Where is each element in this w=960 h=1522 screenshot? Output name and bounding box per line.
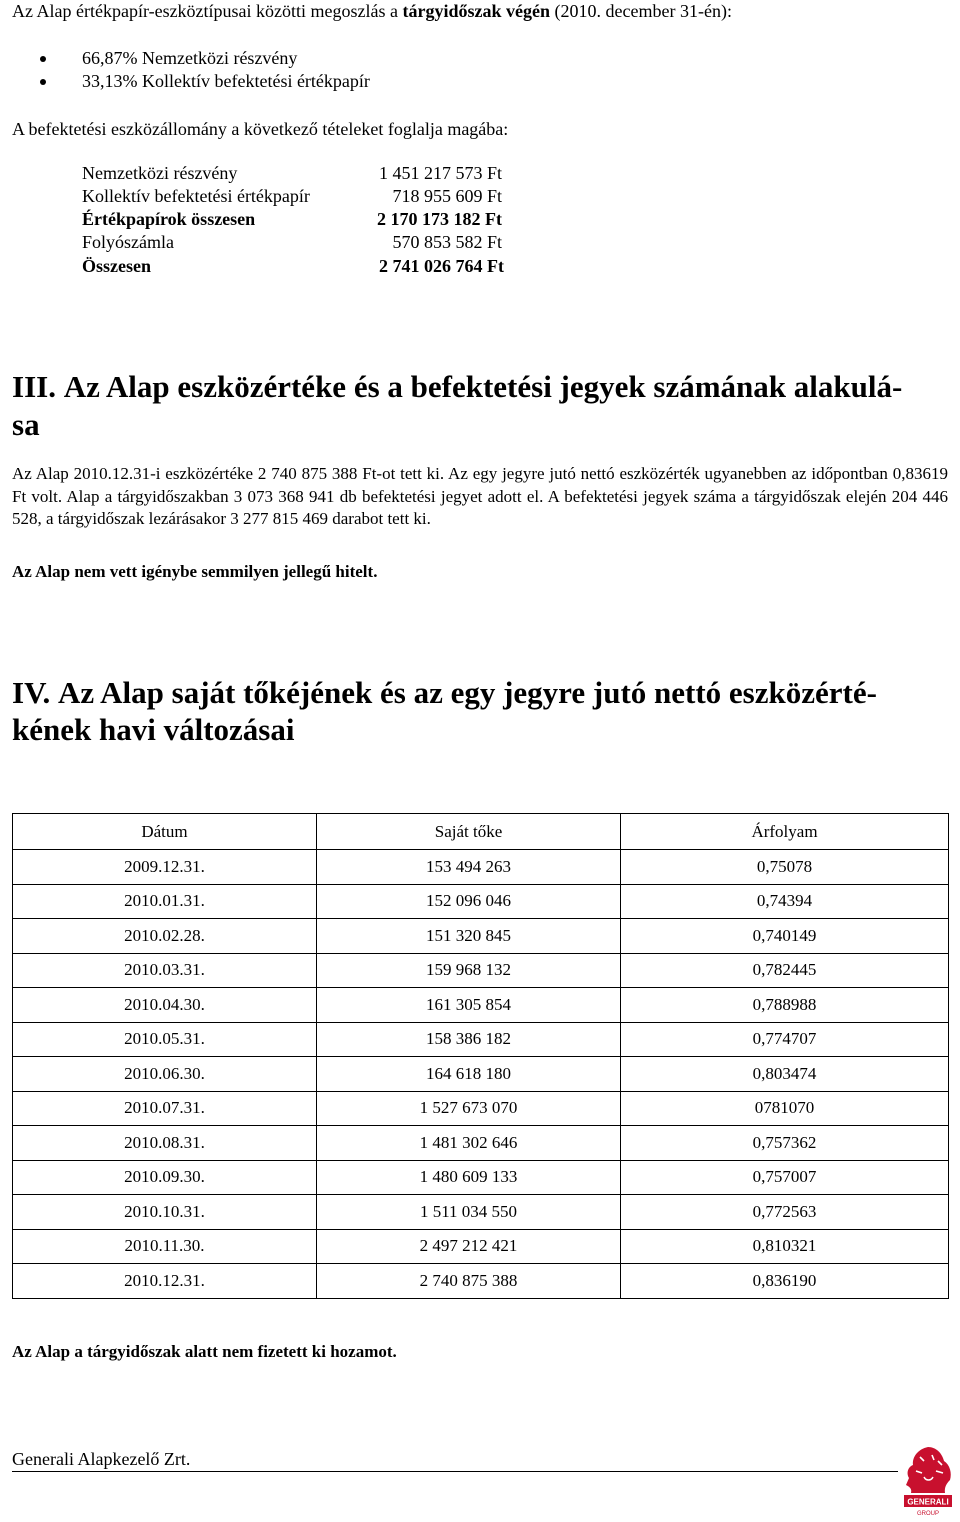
holding-label: Értékpapírok összesen [82,209,256,229]
cell-price: 0,740149 [621,919,949,954]
cell-price: 0,772563 [621,1195,949,1230]
logo-subtext: GROUP [916,1511,940,1517]
table-row [13,1160,949,1195]
holding-amount: 1 451 217 573 Ft [378,163,502,183]
table-row [13,850,949,885]
section-4-title-text-cont: kének havi változásai [12,712,295,747]
signature-line [12,1471,898,1472]
cell-equity: 2 740 875 388 [317,1264,621,1299]
generali-lion-logo-icon [898,1443,958,1517]
distribution-heading [12,0,732,22]
header-equity: Saját tőke [317,814,621,850]
table-row [13,1022,949,1057]
cell-date: 2010.10.31. [13,1195,317,1230]
header-price: Árfolyam [621,814,949,850]
section-3-title-line1 [12,368,902,406]
table-row [13,1264,949,1299]
cell-equity: 159 968 132 [317,953,621,988]
section-4-title-line1 [12,674,877,712]
holding-amount: 2 741 026 764 Ft [379,256,504,276]
cell-equity: 152 096 046 [317,884,621,919]
table-row [13,953,949,988]
cell-equity: 153 494 263 [317,850,621,885]
section-4-title-text: Az Alap saját tőkéjének és az egy jegyre jutó nettó eszközérté- [57,675,877,710]
section-3-title-text: Az Alap eszközértéke és a befektetési jegyek számának alakulá- [63,369,903,404]
section-3-title-text-cont: sa [12,407,40,442]
cell-date: 2010.11.30. [13,1229,317,1264]
cell-equity: 151 320 845 [317,919,621,954]
signature: Generali Alapkezelő Zrt. [12,1449,191,1469]
table-row [13,1057,949,1092]
table-row [13,988,949,1023]
holding-label: Folyószámla [82,232,174,252]
nav-table [12,813,949,1299]
cell-price: 0,782445 [621,953,949,988]
yield-note: Az Alap a tárgyidőszak alatt nem fizetett ki hozamot. [12,1342,397,1361]
holding-label: Nemzetközi részvény [82,163,238,183]
table-row [13,919,949,954]
table-row [13,884,949,919]
section-3-paragraph: Az Alap 2010.12.31-i eszközértéke 2 740 875 388 Ft-ot tett ki. Az egy jegyre jutó nettó eszközérték ugyanebben az időpontban 0,83619 Ft volt. Alap a tárgyidőszakban 3 073 368 941 db befektetési jegyet adott el. A befektetési jegyek száma a tárgyidőszak elején 204 446 528, a tárgyidőszak lezárásakor 3 277 815 469 darabot tett ki. [12,464,948,528]
cell-equity: 1 511 034 550 [317,1195,621,1230]
cell-price: 0,75078 [621,850,949,885]
section-3-number: III. [12,369,56,404]
holding-amount: 2 170 173 182 Ft [377,209,502,229]
bullet-item: 66,87% Nemzetközi részvény [82,48,298,68]
cell-price: 0,836190 [621,1264,949,1299]
cell-equity: 164 618 180 [317,1057,621,1092]
cell-equity: 1 480 609 133 [317,1160,621,1195]
table-row [13,1126,949,1161]
logo-text: GENERALI [907,1497,949,1507]
section-3-title-line2 [12,406,40,444]
cell-date: 2010.02.28. [13,919,317,954]
cell-equity: 161 305 854 [317,988,621,1023]
cell-price: 0,810321 [621,1229,949,1264]
holding-label: Összesen [82,256,151,276]
cell-date: 2010.01.31. [13,884,317,919]
bullet-item: 33,13% Kollektív befektetési értékpapír [82,71,370,91]
cell-equity: 1 527 673 070 [317,1091,621,1126]
section-4-title-line2 [12,711,294,749]
table-row [13,1229,949,1264]
cell-equity: 1 481 302 646 [317,1126,621,1161]
cell-date: 2010.05.31. [13,1022,317,1057]
cell-price: 0,774707 [621,1022,949,1057]
cell-equity: 2 497 212 421 [317,1229,621,1264]
distribution-heading-date: (2010. december 31-én): [550,1,732,21]
header-date: Dátum [13,814,317,850]
cell-date: 2010.06.30. [13,1057,317,1092]
cell-price: 0,757007 [621,1160,949,1195]
table-row [13,1195,949,1230]
distribution-heading-text: Az Alap értékpapír-eszköztípusai közötti megoszlás a [12,1,403,21]
distribution-heading-bold: tárgyidőszak végén [402,1,551,21]
cell-date: 2010.07.31. [13,1091,317,1126]
cell-date: 2010.04.30. [13,988,317,1023]
section-4-number: IV. [12,675,51,710]
cell-price: 0781070 [621,1091,949,1126]
table-row [13,1091,949,1126]
holdings-intro: A befektetési eszközállomány a következő tételeket foglalja magába: [12,119,509,139]
holding-amount: 718 955 609 Ft [392,186,502,206]
cell-date: 2010.08.31. [13,1126,317,1161]
cell-date: 2010.03.31. [13,953,317,988]
cell-price: 0,757362 [621,1126,949,1161]
table-header-row [13,814,949,850]
cell-price: 0,74394 [621,884,949,919]
cell-date: 2010.09.30. [13,1160,317,1195]
holding-amount: 570 853 582 Ft [392,232,502,252]
credit-note: Az Alap nem vett igénybe semmilyen jellegű hitelt. [12,562,378,581]
bullet-icon [40,56,46,62]
cell-date: 2010.12.31. [13,1264,317,1299]
cell-price: 0,803474 [621,1057,949,1092]
cell-equity: 158 386 182 [317,1022,621,1057]
bullet-icon [40,79,46,85]
cell-price: 0,788988 [621,988,949,1023]
cell-date: 2009.12.31. [13,850,317,885]
holding-label: Kollektív befektetési értékpapír [82,186,310,206]
